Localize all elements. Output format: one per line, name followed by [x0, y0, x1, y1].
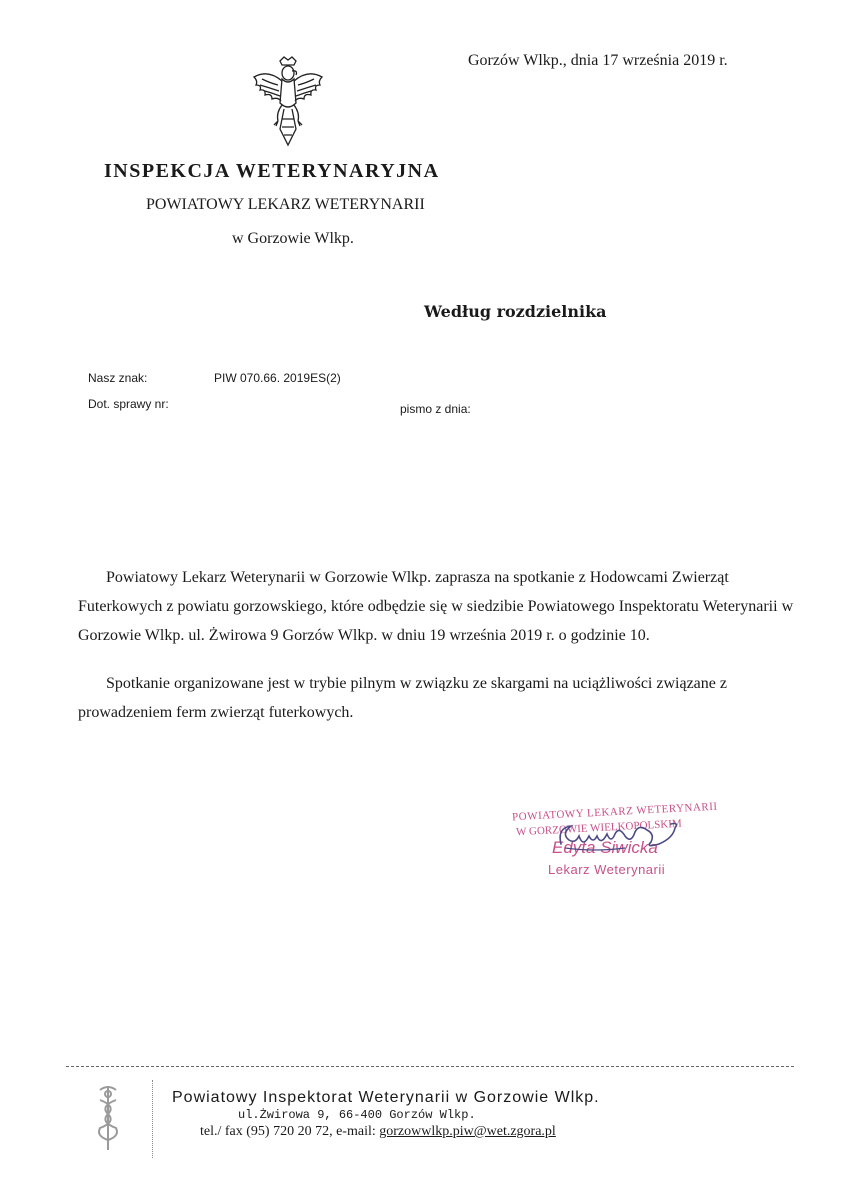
document-date: Gorzów Wlkp., dnia 17 września 2019 r. [468, 52, 728, 69]
org-city: w Gorzowie Wlkp. [232, 230, 354, 247]
footer-divider [66, 1066, 794, 1067]
footer-org-name: Powiatowy Inspektorat Weterynarii w Gorzowie Wlkp. [172, 1089, 600, 1106]
ref-label: Nasz znak: [88, 371, 148, 385]
paragraph-text: Spotkanie organizowane jest w trybie pilnym w związku ze skargami na uciążliwości związane z prowadzeniem ferm zwierząt futerkowych. [78, 675, 727, 721]
eagle-emblem-icon [248, 55, 328, 150]
footer-email-label: e-mail: [336, 1124, 376, 1139]
stamp-line-1: POWIATOWY LEKARZ WETERYNARII [511, 800, 718, 824]
stamp-line-2: W GORZOWIE WIELKOPOLSKIM [515, 817, 682, 839]
recipient-line: Według rozdzielnika [424, 302, 607, 321]
handwritten-signature [555, 814, 685, 858]
footer-contact [200, 1124, 556, 1140]
letter-date-label: pismo z dnia: [400, 402, 471, 416]
case-number-label: Dot. sprawy nr: [88, 397, 169, 411]
footer-separator [152, 1080, 153, 1158]
footer-phone: tel./ fax (95) 720 20 72, [200, 1124, 333, 1139]
paragraph-text: Powiatowy Lekarz Weterynarii w Gorzowie Wlkp. zaprasza na spotkanie z Hodowcami Zwierząt Futerkowych z powiatu gorzowskiego, które odbędzie się w siedzibie Powiatowego Inspektoratu Weterynarii w Gorzowie Wlkp. ul. Żwirowa 9 Gorzów Wlkp. w dniu 19 września 2019 r. o godzinie 10. [78, 569, 794, 644]
body-paragraph-1 [78, 563, 798, 650]
body-paragraph-2 [78, 669, 798, 727]
footer-address: ul.Żwirowa 9, 66-400 Gorzów Wlkp. [238, 1108, 476, 1122]
ref-value: PIW 070.66. 2019ES(2) [214, 371, 341, 385]
caduceus-icon [86, 1082, 130, 1154]
stamp-role: Lekarz Weterynarii [548, 862, 666, 877]
footer-email-link[interactable]: gorzowwlkp.piw@wet.zgora.pl [379, 1124, 556, 1139]
org-title: INSPEKCJA WETERYNARYJNA [104, 160, 440, 182]
stamp-name: Edyta Siwicka [552, 838, 658, 857]
org-subtitle: POWIATOWY LEKARZ WETERYNARII [146, 196, 425, 213]
